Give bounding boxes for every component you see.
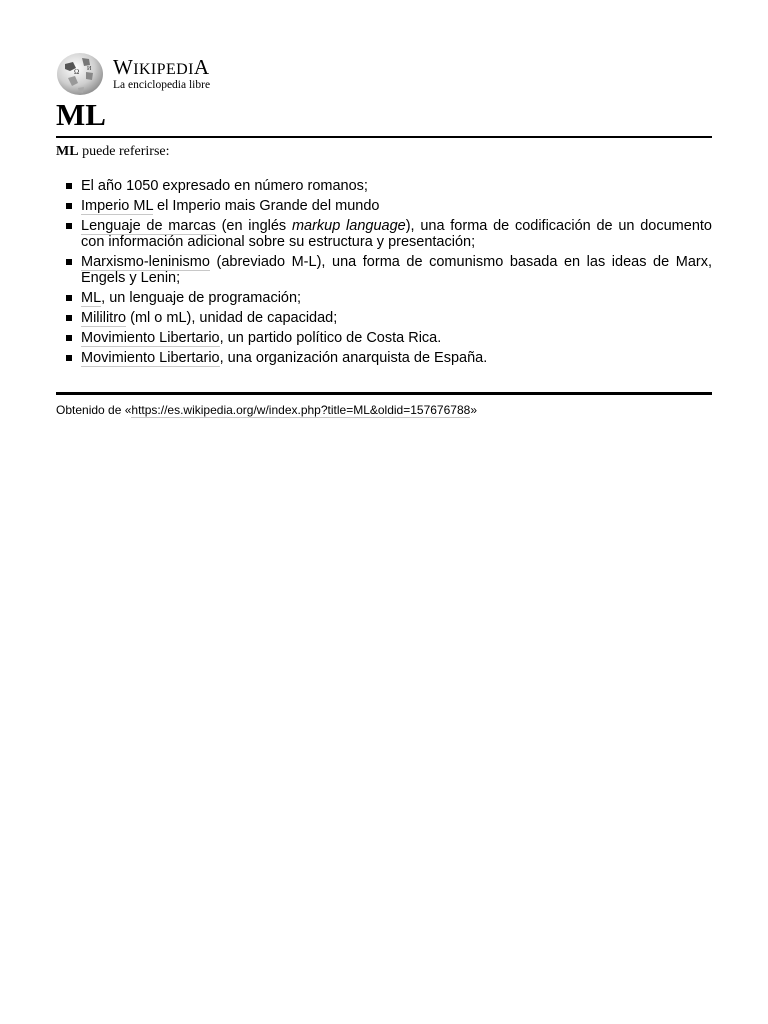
item-text: ), una forma de codificación de un documento con información adicional sobre su estructura y presentación;	[81, 218, 712, 250]
item-link[interactable]: Marxismo-leninismo	[81, 254, 210, 270]
intro-rest: puede referirse:	[78, 144, 170, 159]
item-link[interactable]: ML	[81, 290, 102, 306]
list-item	[56, 218, 712, 250]
item-text: el Imperio mais Grande del mundo	[152, 198, 380, 214]
item-text: , un lenguaje de programación;	[101, 290, 302, 306]
list-item	[56, 350, 712, 366]
footer-suffix: »	[470, 403, 477, 417]
item-link[interactable]: Mililitro	[81, 310, 127, 326]
item-text: , una organización anarquista de España.	[219, 350, 488, 366]
item-text: , un partido político de Costa Rica.	[219, 330, 442, 346]
footer-prefix: Obtenido de «	[56, 403, 132, 417]
list-item	[56, 254, 712, 286]
list-item	[56, 290, 712, 306]
item-link[interactable]: Lenguaje de marcas	[81, 218, 216, 234]
svg-text:Ω: Ω	[74, 68, 80, 76]
wordmark-final: A	[193, 55, 210, 79]
item-text: (ml o mL), unidad de capacidad;	[126, 310, 338, 326]
list-item	[56, 310, 712, 326]
tagline: La enciclopedia libre	[113, 79, 211, 91]
site-header	[56, 52, 712, 100]
title-divider	[56, 136, 712, 138]
wikipedia-globe-icon[interactable]	[56, 52, 104, 96]
wordmark-smallcaps: IKIPEDI	[133, 61, 194, 78]
item-link[interactable]: Imperio ML	[81, 198, 153, 214]
page-title: ML	[56, 97, 106, 132]
item-text: (abreviado M-L), una forma de comunismo basada en las ideas de Marx, Engels y Lenin;	[81, 254, 712, 286]
list-item	[56, 330, 712, 346]
intro-term: ML	[56, 144, 79, 159]
svg-text:И: И	[87, 66, 92, 72]
item-text: (en inglés	[215, 218, 292, 234]
item-link[interactable]: Movimiento Libertario	[81, 330, 220, 346]
list-item	[56, 178, 712, 194]
list-item	[56, 198, 712, 214]
permanent-link[interactable]: https://es.wikipedia.org/w/index.php?title=ML&oldid=157676788	[131, 403, 471, 417]
wordmark-initial: W	[113, 55, 134, 79]
intro-text	[56, 143, 712, 161]
item-italic: markup language	[291, 218, 406, 234]
meaning-list	[56, 178, 712, 370]
item-link[interactable]: Movimiento Libertario	[81, 350, 220, 366]
footer-divider	[56, 392, 712, 395]
retrieved-from	[56, 402, 712, 418]
item-text: El año 1050 expresado en número romanos;	[81, 178, 368, 194]
